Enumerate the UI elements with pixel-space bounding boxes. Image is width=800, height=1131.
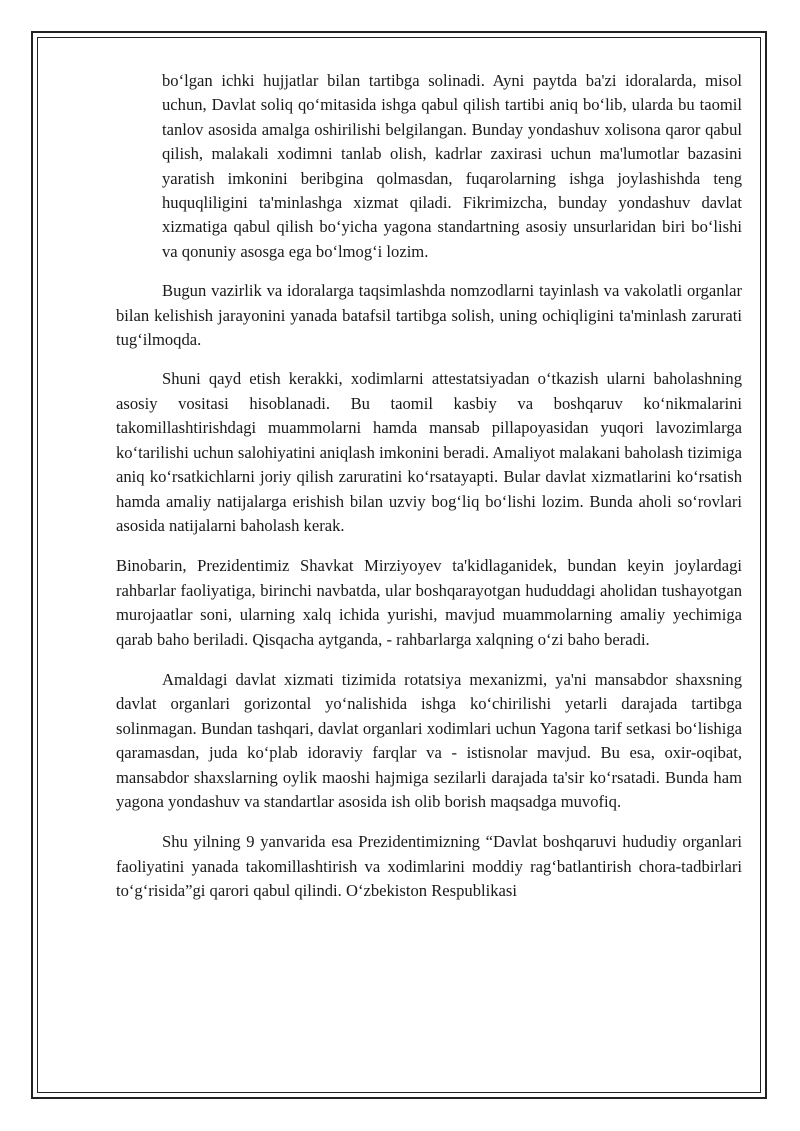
paragraph-rotation: Amaldagi davlat xizmati tizimida rotatsiya mexanizmi, ya'ni mansabdor shaxsning davlat organlari gorizontal yo‘nalishida ishga ko‘chirilishi yetarli darajada tartibga solinmagan. Bundan tashqari, davlat organlari xodimlari uchun Yagona tarif setkasi bo‘lishiga qaramasdan, juda ko‘plab idoraviy farqlar va - istisnolar mavjud. Bu esa, oxir-oqibat, mansabdor shaxslarning oylik maoshi hajmiga sezilarli darajada ta'sir ko‘rsatadi. Bunda ham yagona yondashuv va standartlar asosida ish olib borish maqsadga muvofiq. — [116, 669, 742, 811]
paragraph-appointment: Bugun vazirlik va idoralarga taqsimlashda nomzodlarni tayinlash va vakolatli organlar bilan kelishish jarayonini yanada batafsil tartibga solish, uning ochiqligini ta'minlash zarurati tug‘ilmoqda. — [116, 281, 742, 350]
paragraph-decree: Shu yilning 9 yanvarida esa Prezidentimizning “Davlat boshqaruvi hududiy organlari faoliyatini yanada takomillashtirish va xodimlarini moddiy rag‘batlantirish chora-tadbirlari to‘g‘risida”gi qarori qabul qilindi. O‘zbekiston Respublikasi — [116, 832, 742, 901]
paragraph-president-quote: Binobarin, Prezidentimiz Shavkat Mirziyoyev ta'kidlaganidek, bundan keyin joylardagi rahbarlar faoliyatiga, birinchi navbatda, ular boshqarayotgan hududdagi aholidan tushayotgan murojaatlar soni, ularning xalq ichida yurishi, mavjud muammolarning amaliy yechimiga qarab baho beriladi. Qisqacha aytganda, - rahbarlarga xalqning o‘zi baho beradi. — [116, 556, 742, 649]
document-body — [116, 69, 742, 904]
paragraph-attestation: Shuni qayd etish kerakki, xodimlarni attestatsiyadan o‘tkazish ularni baholashning asosiy vositasi hisoblanadi. Bu taomil kasbiy va boshqaruv ko‘nikmalarini takomillashtirishdagi muammolarni hamda mansab pillapoyasidan yuqori lavozimlarga ko‘tarilishi uchun salohiyatini aniqlash imkonini beradi. Amaliyot malakani baholash tizimiga aniq ko‘rsatkichlarni joriy qilish zaruratini ko‘rsatayapti. Bular davlat xizmatlarini ko‘rsatish hamda amaliy natijalarga erishish bilan uzviy bog‘liq bo‘lishi lozim. Bunda aholi so‘rovlari asosida natijalarni baholash kerak. — [116, 369, 742, 535]
paragraph-continuation: bo‘lgan ichki hujjatlar bilan tartibga solinadi. Ayni paytda ba'zi idoralarda, misol uchun, Davlat soliq qo‘mitasida ishga qabul qilish tartibi aniq bo‘lib, ularda bu taomil tanlov asosida amalga oshirilishi belgilangan. Bunday yondashuv xolisona qaror qabul qilish, malakali xodimni tanlab olish, kadrlar zaxirasi uchun ma'lumotlar bazasini yaratish imkonini beribgina qolmasdan, fuqarolarning ishga joylashishda teng huquqliligini ta'minlashga xizmat qiladi. Fikrimizcha, bunday yondashuv davlat xizmatiga qabul qilish bo‘yicha yagona standartning asosiy unsurlaridan biri bo‘lishi va qonuniy asosga ega bo‘lmog‘i lozim. — [162, 71, 742, 261]
